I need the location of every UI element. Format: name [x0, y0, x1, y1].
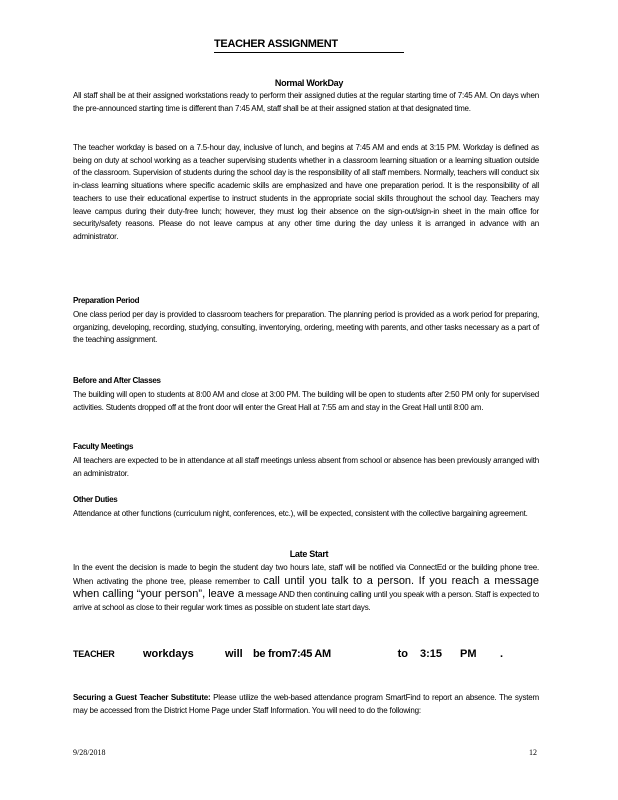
end-time: 3:15 [420, 648, 443, 660]
faculty-meetings-heading: Faculty Meetings [73, 442, 134, 451]
other-duties-paragraph: Attendance at other functions (curriculum night, conferences, etc.), will be expected, consistent with the collective bargaining agreement. [73, 509, 528, 518]
from-time: be from7:45 AM [253, 648, 331, 660]
title-underline [214, 52, 404, 53]
will-word: will [225, 648, 243, 660]
late-start-text-b: call until you talk to a person. If you reach a message when calling “your person”, leave a [73, 574, 539, 601]
late-start-paragraph [73, 562, 539, 615]
preparation-period-paragraph: One class period per day is provided to classroom teachers for preparation. The planning period is provided as a work period for preparing, organizing, developing, recording, studying, consulting, inventorying, ordering, meeting with parents, and other tasks necessary as a part of the teaching assignment. [73, 310, 539, 345]
workdays-word: workdays [143, 648, 194, 660]
teacher-word: TEACHER [73, 649, 115, 659]
other-duties-heading: Other Duties [73, 495, 118, 504]
teacher-workdays-line [73, 648, 543, 660]
substitute-text: Please utilize the web-based attendance program SmartFind to report an absence. The system may be accessed from the District Home Page under Staff Information. You will need to do the following: [73, 693, 539, 715]
period-mark: . [500, 648, 504, 660]
before-after-classes-heading: Before and After Classes [73, 376, 161, 385]
substitute-paragraph [73, 692, 539, 717]
late-start-text-a: In the event the decision is made to begin the student day two hours late, staff will be notified via ConnectEd or the building phone tree. When activating the phone tree, please remember to [73, 563, 539, 586]
normal-workday-paragraph-2: The teacher workday is based on a 7.5-hour day, inclusive of lunch, and begins at 7:45 AM and ends at 3:15 PM. Workday is defined as being on duty at school working as a teacher supervising students whether in a classroom learning situation or a learning situation outside of the classroom. Supervision of students during the school day is the responsibility of all staff members. Normally, teachers will conduct six in-class learning situations where specific academic skills are emphasized and have one preparation period. It is the responsibility of all teachers to use their educational expertise to instruct students in the appropriate social skills throughout the school day. Teachers may leave campus during their duty-free lunch; however, they must log their absence on the sign-out/sign-in sheet in the main office for security/safety reasons. Please do not leave campus at any other time during the day unless it is arranged in advance with an administrator. [73, 143, 539, 241]
footer-page-number: 12 [529, 748, 537, 757]
pm-word: PM [460, 648, 477, 660]
preparation-period-heading: Preparation Period [73, 296, 140, 305]
normal-workday-heading: Normal WorkDay [274, 78, 344, 88]
footer-date: 9/28/2018 [73, 748, 106, 757]
late-start-heading: Late Start [289, 549, 329, 559]
to-word: to [397, 648, 408, 660]
substitute-heading: Securing a Guest Teacher Substitute: [73, 693, 211, 702]
faculty-meetings-paragraph: All teachers are expected to be in attendance at all staff meetings unless absent from school or absence has been previously arranged with an administrator. [73, 456, 539, 478]
late-start-text-c: message AND then continuing calling until you speak with a person. Staff is expected to arrive at school as close to their regular work times as possible on student late start days. [73, 590, 540, 613]
page-title: TEACHER ASSIGNMENT [214, 38, 338, 50]
normal-workday-paragraph-1: All staff shall be at their assigned workstations ready to perform their assigned duties at the regular starting time of 7:45 AM. On days when the pre-announced starting time is different than 7:45 AM, staff shall be at their assigned station at that designated time. [73, 91, 539, 113]
before-after-classes-paragraph: The building will open to students at 8:00 AM and close at 3:00 PM. The building will be open to students after 2:50 PM only for supervised activities. Students dropped off at the front door will enter the Great Hall at 7:55 am and stay in the Great Hall until 8:00 am. [73, 390, 539, 412]
